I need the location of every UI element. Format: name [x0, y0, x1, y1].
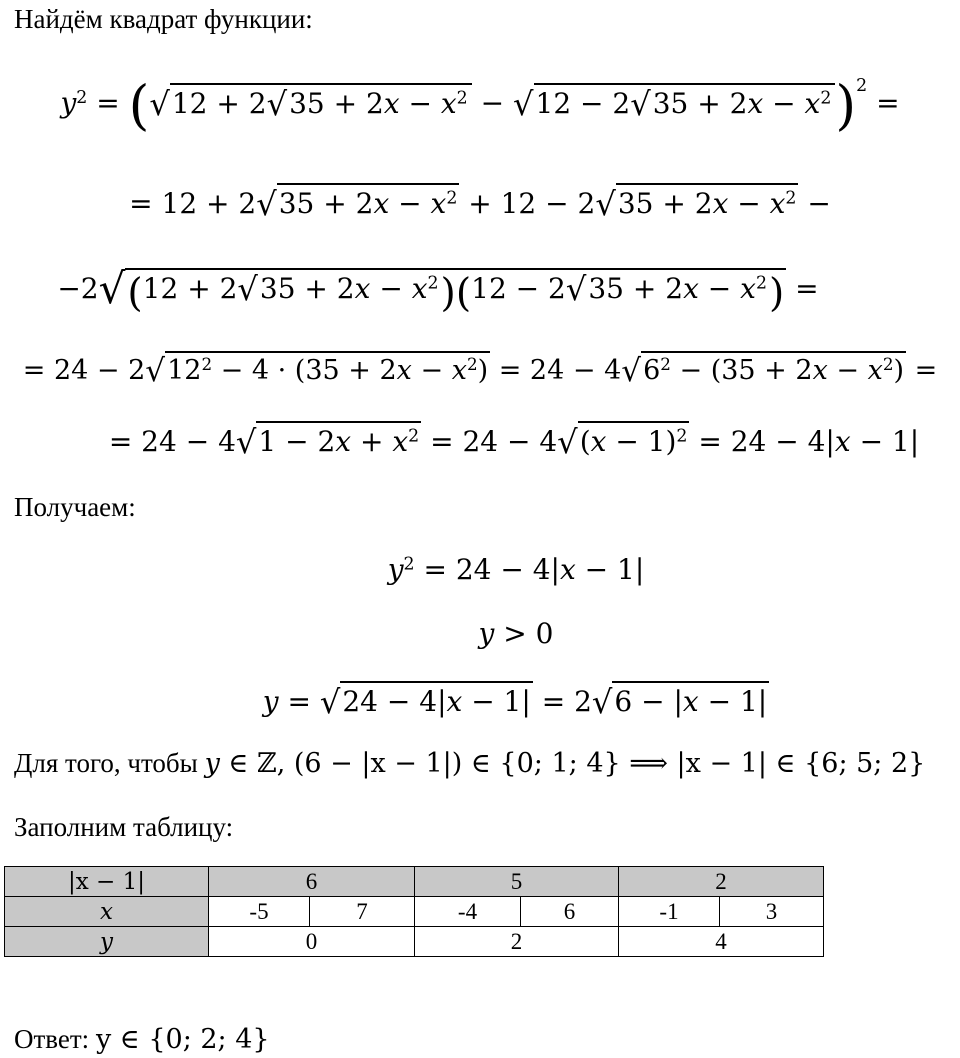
table-row	[5, 897, 824, 927]
abs-value-cell: 2	[619, 867, 824, 897]
y-value-cell: 2	[415, 927, 619, 957]
y-value-cell: 4	[619, 927, 824, 957]
x-value-cell: 3	[720, 897, 824, 927]
x-value-cell: -5	[209, 897, 310, 927]
equation-5: = $24 - 4√1 - 2x + x^2 = 24 - 4√(x - 1)^2 = 24 - 4|x - 1|$	[108, 423, 920, 461]
answer-text: Ответ: y ∈ {0; 2; 4}	[14, 1024, 270, 1055]
y-value-cell: 0	[209, 927, 415, 957]
equation-2: = $12 + 2√35 + 2x - x^2 + 12 - 2√35 + 2x - x^2$ −	[129, 185, 831, 223]
x-value-cell: -4	[415, 897, 521, 927]
row-label-y: y	[5, 927, 209, 957]
abs-value-cell: 6	[209, 867, 415, 897]
table-row	[5, 867, 824, 897]
intro-text: Найдём квадрат функции:	[14, 4, 313, 34]
obtain-text: Получаем:	[14, 492, 136, 522]
equation-8: y = √24 − 4|x − 1| = 2√6 − |x − 1|	[262, 683, 768, 721]
row-label-abs: |x − 1|	[5, 867, 209, 897]
condition-text: Для того, чтобы y ∈ ℤ, (6 − |x − 1|) ∈ {0; 1; 4} ⟹ |x − 1| ∈ {6; 5; 2}	[14, 748, 926, 779]
answer-expression: y ∈ {0; 2; 4}	[95, 1024, 270, 1055]
fill-table-text: Заполним таблицу:	[14, 812, 234, 842]
equation-1: $y^2 = (√12 + 2√35 + 2x - x^2 - √12 - 2√35 + 2x - x^2)^2$ =	[60, 74, 900, 137]
x-value-cell: -1	[619, 897, 720, 927]
equation-3: $-2√(12 + 2√35 + 2x - x^2)(12 - 2√35 + 2x - x^2)$ =	[57, 264, 819, 316]
equation-7: y > 0	[478, 617, 554, 650]
row-label-x: x	[5, 897, 209, 927]
values-table	[4, 866, 824, 957]
abs-value-cell: 5	[415, 867, 619, 897]
table-row	[5, 927, 824, 957]
x-value-cell: 7	[310, 897, 415, 927]
x-value-cell: 6	[521, 897, 619, 927]
equation-6: $y^2 = 24 - 4|x - 1|$	[387, 553, 645, 586]
equation-4: = $24 - 2√12^2 - 4 \cdot (35 + 2x - x^2) = 24 - 4√6^2 - (35 + 2x - x^2)$ =	[22, 353, 938, 389]
